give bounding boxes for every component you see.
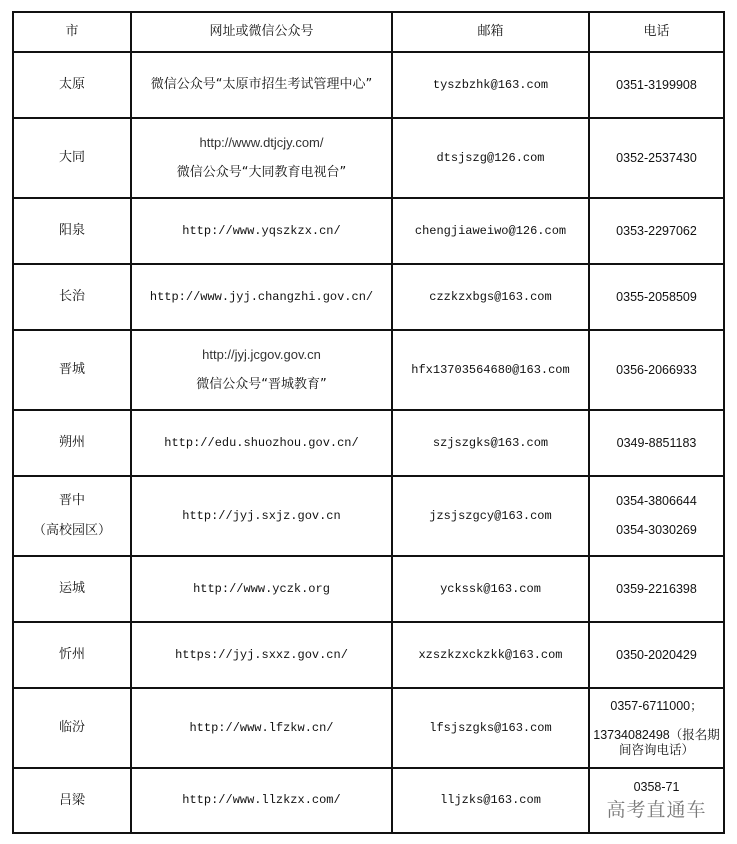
email-cell [392, 410, 589, 476]
phone-number: 0355-2058509 [616, 289, 697, 304]
city-name: 晋城 [58, 362, 85, 378]
website-link[interactable]: http://jyj.jcgov.gov.cn [202, 347, 321, 363]
phone-number: 0358-71 [633, 780, 680, 794]
phone-cell [589, 330, 724, 410]
table-row [13, 476, 724, 556]
email-cell [392, 556, 589, 622]
city-cell [13, 476, 131, 556]
wechat-account: 微信公众号“大同教育电视台” [176, 165, 347, 180]
phone-cell [589, 556, 724, 622]
table-row [13, 330, 724, 410]
email-address[interactable]: xzszkzxckzkk@163.com [418, 647, 563, 662]
site-cell [131, 118, 392, 198]
website-link[interactable]: http://edu.shuozhou.gov.cn/ [164, 435, 359, 450]
header-email: 邮箱 [392, 12, 589, 52]
phone-number: 0352-2537430 [616, 150, 697, 165]
site-cell [131, 622, 392, 688]
header-site: 网址或微信公众号 [131, 12, 392, 52]
city-cell [13, 556, 131, 622]
city-name: 吕梁 [58, 792, 85, 808]
email-address[interactable]: czzkzxbgs@163.com [429, 289, 552, 304]
city-cell [13, 330, 131, 410]
table-row [13, 556, 724, 622]
email-cell [392, 688, 589, 768]
phone-cell [589, 264, 724, 330]
table-row [13, 198, 724, 264]
site-cell [131, 198, 392, 264]
email-address[interactable]: hfx13703564680@163.com [411, 362, 570, 377]
wechat-account: 微信公众号“太原市招生考试管理中心” [150, 77, 373, 93]
table-row [13, 410, 724, 476]
city-name: 阳泉 [58, 223, 85, 239]
phone-cell [589, 52, 724, 118]
site-cell [131, 52, 392, 118]
header-city: 市 [13, 12, 131, 52]
website-link[interactable]: http://www.lfzkw.cn/ [189, 720, 334, 735]
city-cell [13, 52, 131, 118]
city-cell [13, 688, 131, 768]
site-cell [131, 688, 392, 768]
header-phone: 电话 [589, 12, 724, 52]
city-cell [13, 264, 131, 330]
phone-number: 0354-3030269 [616, 523, 697, 537]
table-row [13, 688, 724, 768]
website-link[interactable]: http://www.dtjcjy.com/ [199, 135, 324, 151]
site-cell [131, 410, 392, 476]
email-cell [392, 622, 589, 688]
email-address[interactable]: dtsjszg@126.com [436, 150, 545, 165]
header-row [13, 12, 724, 52]
email-address[interactable]: chengjiaweiwo@126.com [414, 223, 567, 238]
city-cell [13, 198, 131, 264]
website-link[interactable]: http://www.yczk.org [193, 581, 330, 596]
contact-table [12, 11, 725, 834]
email-address[interactable]: tyszbzhk@163.com [432, 77, 549, 92]
city-cell [13, 410, 131, 476]
phone-number: 13734082498（报名期间咨询电话） [593, 727, 720, 757]
phone-cell [589, 688, 724, 768]
city-name: 临汾 [58, 720, 85, 736]
email-address[interactable]: szjszgks@163.com [432, 435, 549, 450]
table-row [13, 118, 724, 198]
email-cell [392, 118, 589, 198]
phone-number: 0349-8851183 [616, 435, 697, 450]
phone-cell [589, 768, 724, 833]
city-name: 长治 [58, 289, 85, 305]
phone-cell [589, 118, 724, 198]
email-address[interactable]: yckssk@163.com [440, 581, 541, 596]
phone-number: 0350-2020429 [616, 647, 697, 662]
email-address[interactable]: lljzks@163.com [440, 793, 541, 808]
website-link[interactable]: http://jyj.sxjz.gov.cn [182, 508, 341, 523]
email-address[interactable]: lfsjszgks@163.com [429, 720, 552, 735]
email-cell [392, 52, 589, 118]
watermark: 高考直通车 [606, 799, 707, 821]
website-link[interactable]: http://www.jyj.changzhi.gov.cn/ [149, 289, 374, 304]
city-name: 晋中 [58, 493, 85, 509]
city-name: 大同 [58, 150, 85, 166]
table-row [13, 264, 724, 330]
phone-number: 0351-3199908 [616, 77, 697, 92]
city-name: 太原 [58, 77, 85, 93]
city-name: 忻州 [58, 647, 85, 663]
website-link[interactable]: http://www.llzkzx.com/ [182, 793, 341, 808]
email-address[interactable]: jzsjszgcy@163.com [429, 508, 552, 523]
table-row [13, 768, 724, 833]
phone-number: 0359-2216398 [616, 581, 697, 596]
site-cell [131, 768, 392, 833]
phone-cell [589, 622, 724, 688]
phone-number: 0356-2066933 [616, 362, 697, 377]
city-cell [13, 768, 131, 833]
city-name: 运城 [58, 581, 85, 597]
city-cell [13, 622, 131, 688]
site-cell [131, 556, 392, 622]
email-cell [392, 330, 589, 410]
table-row [13, 622, 724, 688]
email-cell [392, 768, 589, 833]
city-cell [13, 118, 131, 198]
phone-number: 0354-3806644 [616, 494, 697, 508]
site-cell [131, 330, 392, 410]
email-cell [392, 476, 589, 556]
phone-cell [589, 476, 724, 556]
email-cell [392, 198, 589, 264]
site-cell [131, 476, 392, 556]
wechat-account: 微信公众号“晋城教育” [196, 377, 327, 392]
phone-number: 0353-2297062 [616, 223, 697, 238]
table-row [13, 52, 724, 118]
website-link[interactable]: http://www.yqszkzx.cn/ [182, 223, 341, 238]
city-name: 朔州 [58, 435, 85, 451]
phone-cell [589, 410, 724, 476]
email-cell [392, 264, 589, 330]
city-note: （高校园区） [32, 523, 111, 538]
site-cell [131, 264, 392, 330]
phone-cell [589, 198, 724, 264]
website-link[interactable]: https://jyj.sxxz.gov.cn/ [175, 647, 348, 662]
phone-number: 0357-6711000； [610, 698, 703, 713]
